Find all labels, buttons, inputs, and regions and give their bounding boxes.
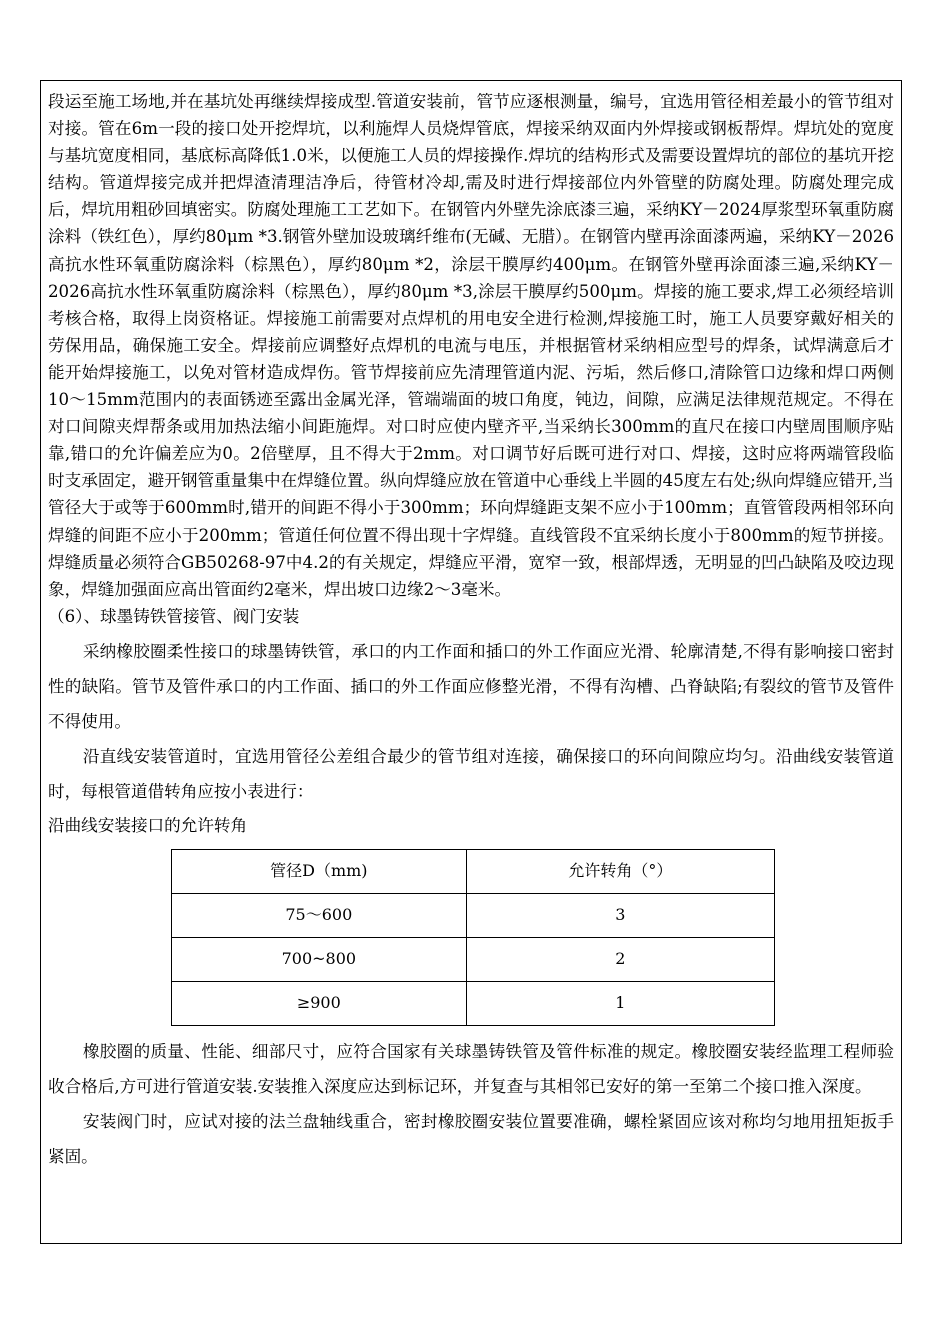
welding-paragraph: 段运至施工场地,并在基坑处再继续焊接成型.管道安装前，管节应逐根测量，编号，宜选用管径相差最小的管节组对对接。管在6m一段的接口处开挖焊坑，以利施焊人员烧焊管底，焊接采纳双面内外焊接或钢板帮焊。焊坑处的宽度与基坑宽度相同，基底标高降低1.0米，以便施工人员的焊接操作.焊坑的结构形式及需要设置焊坑的部位的基坑开挖结构。管道焊接完成并把焊渣清理洁净后，待管材冷却,需及时进行焊接部位内外管壁的防腐处理。防腐处理完成后，焊坑用粗砂回填密实。防腐处理施工工艺如下。在钢管内外壁先涂底漆三遍，采纳KY－2024厚浆型环氧重防腐涂料（铁红色），厚约80μm *3.钢管外壁加设玻璃纤维布(无碱、无腊）。在钢管内壁再涂面漆两遍，采纳KY－2026高抗水性环氧重防腐涂料（棕黑色），厚约80μm *2，涂层干膜厚约400μm。在钢管外壁再涂面漆三遍,采纳KY－2026高抗水性环氧重防腐涂料（棕黑色），厚约80μm *3,涂层干膜厚约500μm。焊接的施工要求,焊工必须经培训考核合格，取得上岗资格证。焊接施工前需要对点焊机的用电安全进行检测,焊接施工时，施工人员要穿戴好相关的劳保用品，确保施工安全。焊接前应调整好点焊机的电流与电压，并根据管材采纳相应型号的焊条，试焊满意后才能开始焊接施工，以免对管材造成焊伤。管节焊接前应先清理管道内泥、污垢，然后修口,清除管口边缘和焊口两侧10～15mm范围内的表面锈迹至露出金属光泽，管端端面的坡口角度，钝边，间隙，应满足法律规范规定。不得在对口间隙夹焊帮条或用加热法缩小间距施焊。对口时应使内壁齐平,当采纳长300mm的直尺在接口内壁周围顺序贴靠,错口的允许偏差应为0。2倍壁厚，且不得大于2mm。对口调节好后既可进行对口、焊接，这时应将两端管段临时支承固定，避开钢管重量集中在焊缝位置。纵向焊缝应放在管道中心垂线上半圆的45度左右处;纵向焊缝应错开,当管径大于或等于600mm时,错开的间距不得小于300mm；环向焊缝距支架不应小于100mm；直管管段两相邻环向焊缝的间距不应小于200mm；管道任何位置不得出现十字焊缝。直线管段不宜采纳长度小于800mm的短节拼接。焊缝质量必须符合GB50268-97中4.2的有关规定，焊缝应平滑，宽窄一致，根部焊透，无明显的凹凸缺陷及咬边现象，焊缝加强面应高出管面约2毫米，焊出坡口边缘2～3毫米。 bbox=[48, 92, 894, 599]
document-content bbox=[48, 88, 894, 1174]
header-angle: 允许转角（°） bbox=[466, 849, 774, 893]
cell-angle: 2 bbox=[466, 937, 774, 981]
cell-angle: 1 bbox=[466, 981, 774, 1025]
table-caption: 沿曲线安装接口的允许转角 bbox=[48, 815, 248, 835]
rubber-joint-paragraph: 采纳橡胶圈柔性接口的球墨铸铁管，承口的内工作面和插口的外工作面应光滑、轮廓清楚,不得有影响接口密封性的缺陷。管节及管件承口的内工作面、插口的外工作面应修整光滑，不得有沟槽、凸脊缺陷;有裂纹的管节及管件不得使用。 bbox=[48, 641, 894, 731]
header-diameter: 管径D（mm) bbox=[172, 849, 467, 893]
table-row bbox=[172, 937, 775, 981]
allowed-angle-table bbox=[171, 849, 775, 1026]
section-heading: （6）、球墨铸铁管接管、阀门安装 bbox=[48, 606, 300, 626]
cell-angle: 3 bbox=[466, 893, 774, 937]
table-header-row bbox=[172, 849, 775, 893]
cell-diameter: 700~800 bbox=[172, 937, 467, 981]
cell-diameter: 75～600 bbox=[172, 893, 467, 937]
table-row bbox=[172, 893, 775, 937]
table-row bbox=[172, 981, 775, 1025]
cell-diameter: ≥900 bbox=[172, 981, 467, 1025]
rubber-ring-paragraph: 橡胶圈的质量、性能、细部尺寸，应符合国家有关球墨铸铁管及管件标准的规定。橡胶圈安装经监理工程师验收合格后,方可进行管道安装.安装推入深度应达到标记环，并复查与其相邻已安好的第一至第二个接口推入深度。 bbox=[48, 1041, 894, 1096]
straight-install-paragraph: 沿直线安装管道时，宜选用管径公差组合最少的管节组对连接，确保接口的环向间隙应均匀。沿曲线安装管道时，每根管道借转角应按小表进行： bbox=[48, 746, 894, 801]
valve-paragraph: 安装阀门时，应试对接的法兰盘轴线重合，密封橡胶圈安装位置要准确，螺栓紧固应该对称均匀地用扭矩扳手紧固。 bbox=[48, 1111, 894, 1166]
